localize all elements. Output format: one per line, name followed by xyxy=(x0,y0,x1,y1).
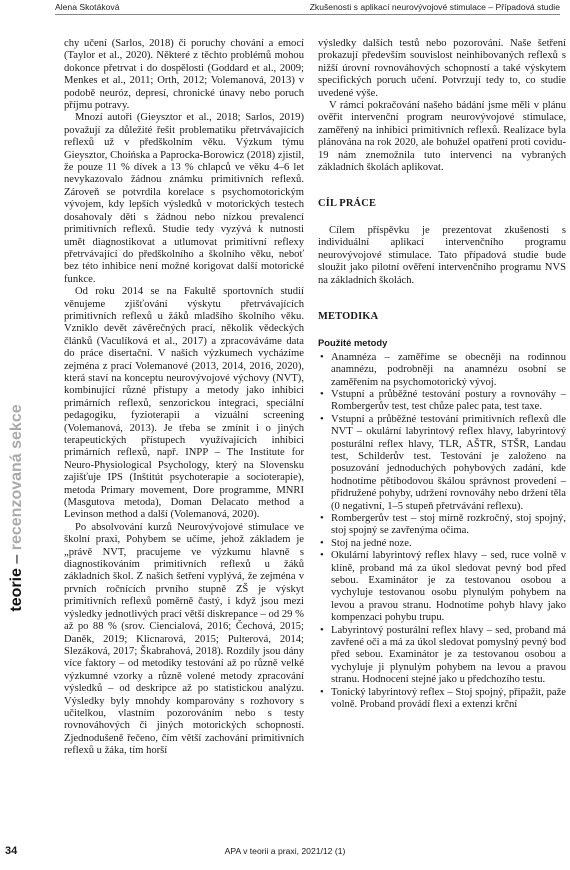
paragraph: Po absolvování kurzů Neurovývojové stimulace ve školní praxi, Pohybem se učíme, jehož základem je „právě NVT, pracujeme ve výzkumu hlavně s diagnostikováním primitivních reflexů u žáků základních škol. Z našich šetření vyplývá, že zejména v prvních ročnících prvního stupně ZŠ je výskyt primitivních reflexů poměrně častý, i když jsou mezi výsledky jednotlivých prací větší diskrepance – od 29 % až po 88 % (srov. Ciencialová, 2016; Čechová, 2015; Daněk, 2019; Klicnarová, 2015; Pulterová, 2014; Slezáková, 2017; Škabrahová, 2018). Rozdíly jsou dány více faktory – od metodiky testování až po různě velké výzkumné vzorky a různě volené metody zpracování výsledků – od deskripce až po statistickou analýzu. Výsledky byly mnohdy komparovány s rozhovory s učitelkou, vlastním pozorováním nebo s testy rovnováhových či jiných motorických schopností. Zjednodušeně řečeno, čím větší zachování primitivních reflexů u žáka, tím horší xyxy=(64,521,304,757)
paragraph: Mnozí autoři (Gieysztor et al., 2018; Sarlos, 2019) považují za důležité řešit problematiku přetrvávajících reflexů už v předškolním věku. Výzkum týmu Gieysztor, Choińska a Paprocka-Borowicz (2018) zjistil, že pouze 11 % dívek a 13 % chlapců ve věku 4–6 let nevykazovalo žádnou známku primitivních reflexů. Zároveň se potvrdila korelace s psychomotorickým vývojem, kdy lepších výsledků v motorických testech dosahovaly děti s žádnou nebo nízkou prevalencí primitivních reflexů. Studie tedy vyzývá k nutnosti umět diagnostikovat a utlumovat primitivní reflexy přetrvávající do předškolního a školního věku, neboť bez této inhibice není možné korigovat další motorické funkce. xyxy=(64,112,304,285)
page-footer xyxy=(0,844,570,864)
list-item: • Tonický labyrintový reflex – Stoj spojný, připažit, paže volně. Proband provádí flexi a extenzi krční xyxy=(318,687,566,712)
section-label-dash: – xyxy=(8,550,25,569)
section-label-part2: recenzovaná sekce xyxy=(8,404,25,551)
header-running-title: Zkušenosti s aplikací neurovývojové stimulace – Případová studie xyxy=(309,2,560,12)
page-header xyxy=(0,0,570,22)
list-item: • Labyrintový posturální reflex hlavy – sed, proband má zavřené oči a má za úkol sledovat pomyslný pevný bod před sebou. Examinátor je za testovanou osobou a vychyluje ji plynulým pohybem na levou a pravou stranu. Hodnocení stejné jako u předchozího testu. xyxy=(318,625,566,687)
header-author: Alena Skotáková xyxy=(55,2,120,12)
header-rule xyxy=(55,14,560,15)
page-number: 34 xyxy=(5,845,18,857)
list-item: • Vstupní a průběžné testování postury a rovnováhy – Rombergerův test, test chůze palec pata, test taxe. xyxy=(318,389,566,414)
list-item: • Vstupní a průběžné testování primitivních reflexů dle NVT – okulární labyrintový reflex hlavy, labyrintový posturální reflex hlavy, TLR, AŠTR, STŠR, Landau test, Schilderův test. Testování je založeno na posuzování jednoduchých pohybových zadání, kde hodnotíme pětibodovou škálou správnost provedení – přidružené pohyby, udržení rovnováhy nebo držení těla (0 negativní, 1–5 stupeň přetrvávání reflexu). xyxy=(318,414,566,513)
paragraph: Cílem příspěvku je prezentovat zkušenosti s individuální aplikací intervenčního programu neurovývojové stimulace. Tato případová studie bude sloužit jako pilotní ověření intervenčního programu NVS na základních školách. xyxy=(318,224,566,286)
paragraph: Od roku 2014 se na Fakultě sportovních studií věnujeme zjišťování výskytu přetrvávajících primitivních reflexů u žáků mladšího školního věku. Vzniklo devět závěrečných prací, několik vědeckých článků (Vaculíková et al., 2017) a zpracováváme data do práce disertační. V našich výzkumech vycházíme zejména z prací Volemanové (2013, 2014, 2016, 2020), která staví na konceptu neurovývojové výchovy (NVT), kombinující různé přístupy a metody jako inhibici primárních reflexů, senzorickou integraci, speciální pedagogiku, fyzioterapii a vizuální screening (Volemanová, 2013). Je třeba se zmínit i o jiných terapeutických přístupech využívajících inhibici primárních reflexů, např. INPP – The Institute for Neuro-Physiological Psychology, který na Slovensku zajišťuje IPS (Inštitút psychoterapie a socioterapie), metoda Primary movement, Dore programme, MNRI (Masgutova metoda), Doman Delacato method a Levinson method a další (Volemanová, 2020). xyxy=(64,286,304,521)
section-sidebar xyxy=(0,318,34,698)
journal-citation: APA v teorii a praxi, 2021/12 (1) xyxy=(224,846,346,856)
subheading-methods: Použité metody xyxy=(318,337,388,349)
section-heading-method: METODIKA xyxy=(318,310,379,322)
list-item: • Rombergerův test – stoj mírně rozkročný, stoj spojný, stoj spojný se zavřenýma očima. xyxy=(318,513,566,538)
right-column xyxy=(318,38,566,712)
paragraph: V rámci pokračování našeho bádání jsme měli v plánu ověřit intervenční program neurovývojové stimulace, zaměřený na inhibici primitivních reflexů. Realizace byla plánována na rok 2020, ale bohužel opatření proti covidu-19 nám znemožnila tuto intervenci na vybraných základních školách aplikovat. xyxy=(318,100,566,174)
section-label-part1: teorie xyxy=(8,568,25,612)
left-column xyxy=(64,38,304,758)
list-item: • Okulární labyrintový reflex hlavy – sed, ruce volně v klíně, proband má za úkol sledovat pevný bod před sebou. Examinátor je za testovanou osobou a vychyluje testovanou osobu plynulým pohybem na levou a pravou stranu. Hodnotíme pohyb hlavy jako kompenzaci pohybu trupu. xyxy=(318,550,566,624)
section-heading-goal: CÍL PRÁCE xyxy=(318,198,377,210)
list-item: • Anamnéza – zaměříme se obecněji na rodinnou anamnézu, podrobněji na anamnézu osobní se zaměřením na psychomotorický vývoj. xyxy=(318,352,566,389)
list-item: • Stoj na jedné noze. xyxy=(318,538,566,550)
paragraph: chy učení (Sarlos, 2018) či poruchy chování a emocí (Taylor et al., 2020). Některé z těchto problémů mohou dokonce přetrvat i do dospělosti (Goddard et al., 2009; Menkes et al., 2011; Orth, 2012; Volemanová, 2013) v podobě neuróz, depresí, chronické únavy nebo poruch příjmu potravy. xyxy=(64,38,304,112)
methods-list xyxy=(318,352,566,712)
section-label xyxy=(8,404,26,611)
paragraph: výsledky dalších testů nebo pozorování. Naše šetření prokazují především souvislost neinhibovaných reflexů s nižší úrovní rovnováhových schopností a také výskytem specifických poruch učení. Potvrzují tedy to, co studie uvedené výše. xyxy=(318,38,566,99)
